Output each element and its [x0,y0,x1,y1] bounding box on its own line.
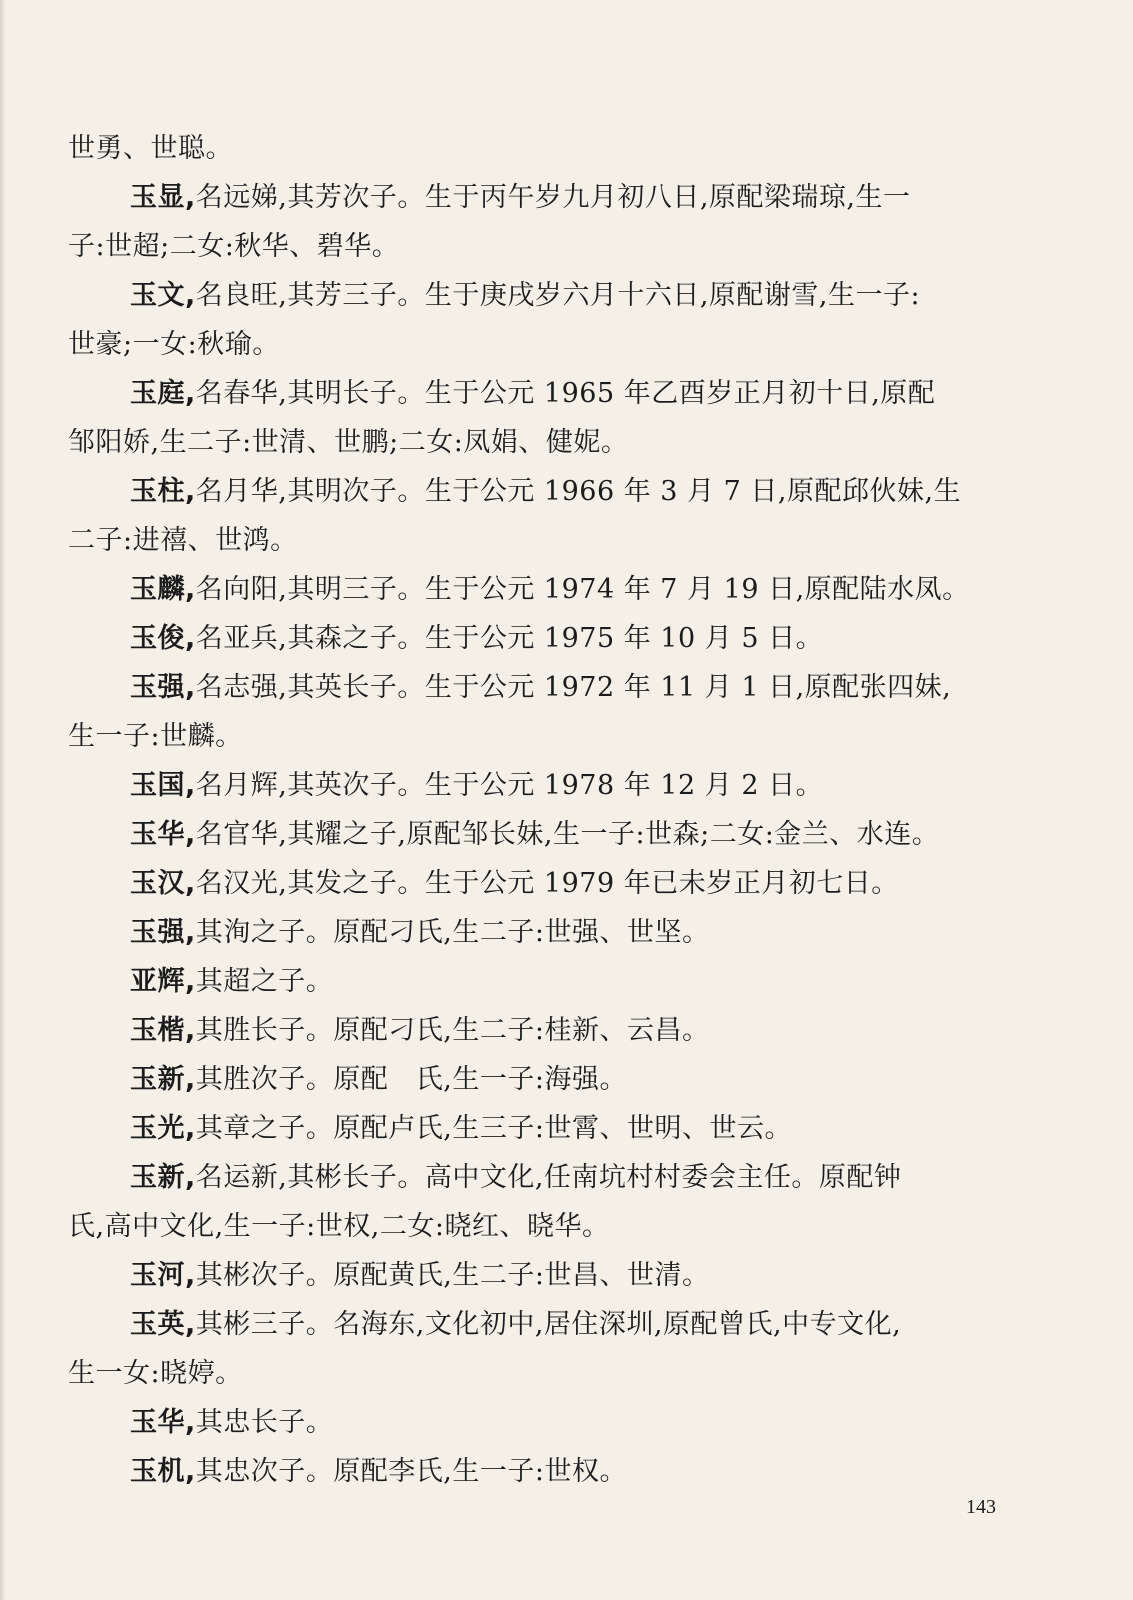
person-name: 玉国, [130,770,196,801]
text-line [68,222,1034,271]
text-line [68,712,1034,761]
line-text: 名汉光,其发之子。生于公元 1979 年已未岁正月初七日。 [195,868,899,899]
text-line [68,663,1034,712]
person-name: 玉光, [130,1113,196,1144]
line-text: 其胜长子。原配刁氏,生二子:桂新、云昌。 [195,1015,710,1046]
line-text: 世勇、世聪。 [68,133,233,164]
text-line [68,614,1034,663]
text-line [68,810,1034,859]
text-line [68,1398,1034,1447]
text-line [68,1104,1034,1153]
person-name: 玉楷, [130,1015,196,1046]
line-text: 名月辉,其英次子。生于公元 1978 年 12 月 2 日。 [195,770,824,801]
person-name: 玉河, [130,1260,196,1291]
text-line [68,957,1034,1006]
line-text: 名亚兵,其森之子。生于公元 1975 年 10 月 5 日。 [195,623,824,654]
text-line [68,369,1034,418]
line-text: 名向阳,其明三子。生于公元 1974 年 7 月 19 日,原配陆水凤。 [195,574,970,605]
line-text: 邹阳娇,生二子:世清、世鹏;二女:凤娟、健妮。 [68,427,629,458]
line-text: 其胜次子。原配 氏,生一子:海强。 [195,1064,627,1095]
page-edge [0,0,6,1600]
line-text: 其忠次子。原配李氏,生一子:世权。 [195,1456,627,1487]
text-line [68,859,1034,908]
text-line [68,1349,1034,1398]
text-line [68,467,1034,516]
text-line [68,1300,1034,1349]
text-line [68,1153,1034,1202]
line-text: 其彬次子。原配黄氏,生二子:世昌、世清。 [195,1260,710,1291]
line-text: 名月华,其明次子。生于公元 1966 年 3 月 7 日,原配邱伙妹,生 [195,476,962,507]
line-text: 生一子:世麟。 [68,721,243,752]
text-line [68,908,1034,957]
text-line [68,124,1034,173]
line-text: 其章之子。原配卢氏,生三子:世霄、世明、世云。 [195,1113,792,1144]
text-line [68,516,1034,565]
person-name: 玉英, [130,1309,196,1340]
person-name: 玉强, [130,917,196,948]
genealogy-text [68,124,1034,1496]
text-line [68,1055,1034,1104]
text-line [68,418,1034,467]
person-name: 玉华, [130,819,196,850]
line-text: 名运新,其彬长子。高中文化,任南坑村村委会主任。原配钟 [195,1162,902,1193]
line-text: 其忠长子。 [195,1407,334,1438]
text-line [68,1006,1034,1055]
line-text: 氏,高中文化,生一子:世权,二女:晓红、晓华。 [68,1211,610,1242]
line-text: 其洵之子。原配刁氏,生二子:世强、世坚。 [195,917,710,948]
text-line [68,1202,1034,1251]
person-name: 玉俊, [130,623,196,654]
text-line [68,1251,1034,1300]
person-name: 玉强, [130,672,196,703]
line-text: 名春华,其明长子。生于公元 1965 年乙酉岁正月初十日,原配 [195,378,936,409]
line-text: 名官华,其耀之子,原配邹长妹,生一子:世森;二女:金兰、水连。 [195,819,940,850]
person-name: 玉机, [130,1456,196,1487]
person-name: 玉文, [130,280,196,311]
person-name: 玉汉, [130,868,196,899]
line-text: 二子:进禧、世鸿。 [68,525,298,556]
person-name: 玉华, [130,1407,196,1438]
person-name: 玉麟, [130,574,196,605]
person-name: 亚辉, [130,966,196,997]
line-text: 其超之子。 [195,966,334,997]
line-text: 子:世超;二女:秋华、碧华。 [68,231,400,262]
line-text: 名志强,其英长子。生于公元 1972 年 11 月 1 日,原配张四妹, [195,672,952,703]
line-text: 世豪;一女:秋瑜。 [68,329,280,360]
person-name: 玉柱, [130,476,196,507]
person-name: 玉新, [130,1064,196,1095]
text-line [68,173,1034,222]
line-text: 名良旺,其芳三子。生于庚戌岁六月十六日,原配谢雪,生一子: [195,280,921,311]
line-text: 名远娣,其芳次子。生于丙午岁九月初八日,原配梁瑞琼,生一 [195,182,911,213]
page-number: 143 [966,1496,996,1518]
text-line [68,761,1034,810]
person-name: 玉新, [130,1162,196,1193]
text-line [68,565,1034,614]
line-text: 其彬三子。名海东,文化初中,居住深圳,原配曾氏,中专文化, [195,1309,902,1340]
text-line [68,1447,1034,1496]
line-text: 生一女:晓婷。 [68,1358,243,1389]
person-name: 玉显, [130,182,196,213]
text-line [68,320,1034,369]
text-line [68,271,1034,320]
person-name: 玉庭, [130,378,196,409]
